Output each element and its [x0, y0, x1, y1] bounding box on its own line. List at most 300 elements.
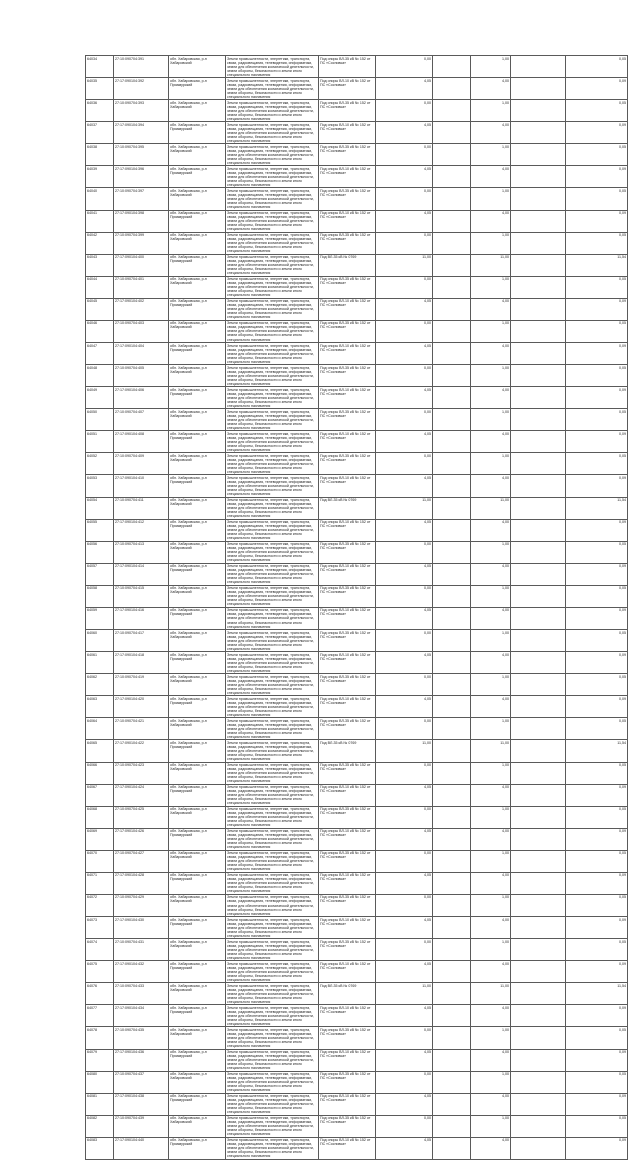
location-cell: обл. Хабаровская, р-н Приамурский — [169, 828, 226, 850]
row-id-cell: 64043 — [86, 254, 114, 276]
area-cell: 4,05 — [376, 166, 433, 188]
table-row — [86, 630, 628, 652]
permitted-use-cell: Под опоры ВЛ-35 кВ № 152 от ПС «Сосновка» — [319, 100, 376, 122]
permitted-use-cell: Под опоры ВЛ-35 кВ № 152 от ПС «Сосновка» — [319, 144, 376, 166]
cadastral-number-cell: 27:17:090104:404 — [114, 343, 169, 365]
table-row — [86, 1115, 628, 1137]
permitted-use-cell: Под опоры ВЛ-10 кВ № 152 от ПС «Сосновка» — [319, 166, 376, 188]
blank-cell — [511, 100, 566, 122]
table-row — [86, 894, 628, 916]
permitted-use-cell: Под опоры ВЛ-10 кВ № 152 от ПС «Сосновка» — [319, 652, 376, 674]
table-row — [86, 784, 628, 806]
blank-cell — [433, 696, 471, 718]
cadastral-number-cell: 27:17:090104:408 — [114, 431, 169, 453]
total-cell: 0,05 — [566, 276, 628, 298]
cadastral-number-cell: 27:17:090104:420 — [114, 696, 169, 718]
blank-cell — [511, 365, 566, 387]
table-row — [86, 872, 628, 894]
blank-cell — [433, 254, 471, 276]
location-cell: обл. Хабаровская, р-н Хабаровский — [169, 144, 226, 166]
total-cell: 0,09 — [566, 563, 628, 585]
row-id-cell: 64078 — [86, 1027, 114, 1049]
total-cell: 0,09 — [566, 519, 628, 541]
blank-cell — [511, 1137, 566, 1159]
row-id-cell: 64051 — [86, 431, 114, 453]
row-id-cell: 64062 — [86, 674, 114, 696]
total-cell: 11,54 — [566, 740, 628, 762]
blank-cell — [511, 1115, 566, 1137]
blank-cell — [511, 276, 566, 298]
permitted-use-cell: Под опоры ВЛ-35 кВ № 152 от ПС «Сосновка» — [319, 806, 376, 828]
total-cell: 0,05 — [566, 56, 628, 78]
cadastral-number-cell: 27:10:090704:423 — [114, 762, 169, 784]
blank-cell — [433, 100, 471, 122]
value-cell: 4,00 — [471, 961, 511, 983]
total-cell: 0,05 — [566, 894, 628, 916]
blank-cell — [433, 232, 471, 254]
blank-cell — [433, 1027, 471, 1049]
cadastral-number-cell: 27:10:090704:435 — [114, 1027, 169, 1049]
parcel-table-body — [86, 56, 628, 1160]
row-id-cell: 64073 — [86, 917, 114, 939]
permitted-use-cell: Под опоры ВЛ-35 кВ № 152 от ПС «Сосновка» — [319, 453, 376, 475]
total-cell: 0,09 — [566, 696, 628, 718]
row-id-cell: 64066 — [86, 762, 114, 784]
permitted-use-cell: Под опоры ВЛ-10 кВ № 152 от ПС «Сосновка» — [319, 563, 376, 585]
permitted-use-cell: Под ВЛ-35 кВ № 0769 — [319, 254, 376, 276]
permitted-use-cell: Под опоры ВЛ-10 кВ № 152 от ПС «Сосновка» — [319, 784, 376, 806]
row-id-cell: 64069 — [86, 828, 114, 850]
table-row — [86, 475, 628, 497]
location-cell: обл. Хабаровская, р-н Хабаровский — [169, 850, 226, 872]
value-cell: 1,00 — [471, 56, 511, 78]
value-cell: 1,00 — [471, 585, 511, 607]
location-cell: обл. Хабаровская, р-н Приамурский — [169, 387, 226, 409]
location-cell: обл. Хабаровская, р-н Приамурский — [169, 431, 226, 453]
table-row — [86, 210, 628, 232]
area-cell: 0,00 — [376, 1115, 433, 1137]
blank-cell — [511, 563, 566, 585]
total-cell: 0,05 — [566, 1115, 628, 1137]
table-row — [86, 320, 628, 342]
total-cell: 0,09 — [566, 652, 628, 674]
location-cell: обл. Хабаровская, р-н Хабаровский — [169, 409, 226, 431]
blank-cell — [511, 298, 566, 320]
blank-cell — [511, 56, 566, 78]
location-cell: обл. Хабаровская, р-н Хабаровский — [169, 585, 226, 607]
area-cell: 4,05 — [376, 563, 433, 585]
area-cell: 0,00 — [376, 674, 433, 696]
row-id-cell: 64048 — [86, 365, 114, 387]
cadastral-number-cell: 27:10:090704:393 — [114, 100, 169, 122]
total-cell: 0,09 — [566, 387, 628, 409]
land-category-cell: Земли промышленности, энергетики, транспорта, связи, радиовещания, телевидения, информатики, земли для обеспечения космической деятельности, земли обороны, безопасности и земли иного специального назначения — [226, 188, 319, 210]
land-category-cell: Земли промышленности, энергетики, транспорта, связи, радиовещания, телевидения, информатики, земли для обеспечения космической деятельности, земли обороны, безопасности и земли иного специального назначения — [226, 740, 319, 762]
table-row — [86, 1071, 628, 1093]
blank-cell — [511, 939, 566, 961]
location-cell: обл. Хабаровская, р-н Хабаровский — [169, 1071, 226, 1093]
area-cell: 0,00 — [376, 320, 433, 342]
permitted-use-cell: Под опоры ВЛ-10 кВ № 152 от ПС «Сосновка» — [319, 696, 376, 718]
row-id-cell: 64042 — [86, 232, 114, 254]
permitted-use-cell: Под опоры ВЛ-35 кВ № 152 от ПС «Сосновка» — [319, 674, 376, 696]
permitted-use-cell: Под опоры ВЛ-10 кВ № 152 от ПС «Сосновка» — [319, 343, 376, 365]
location-cell: обл. Хабаровская, р-н Приамурский — [169, 1093, 226, 1115]
blank-cell — [511, 343, 566, 365]
row-id-cell: 64050 — [86, 409, 114, 431]
land-category-cell: Земли промышленности, энергетики, транспорта, связи, радиовещания, телевидения, информатики, земли для обеспечения космической деятельности, земли обороны, безопасности и земли иного специального назначения — [226, 210, 319, 232]
row-id-cell: 64057 — [86, 563, 114, 585]
blank-cell — [433, 850, 471, 872]
area-cell: 4,05 — [376, 784, 433, 806]
location-cell: обл. Хабаровская, р-н Хабаровский — [169, 276, 226, 298]
cadastral-number-cell: 27:10:090704:437 — [114, 1071, 169, 1093]
land-category-cell: Земли промышленности, энергетики, транспорта, связи, радиовещания, телевидения, информатики, земли для обеспечения космической деятельности, земли обороны, безопасности и земли иного специального назначения — [226, 541, 319, 563]
land-category-cell: Земли промышленности, энергетики, транспорта, связи, радиовещания, телевидения, информатики, земли для обеспечения космической деятельности, земли обороны, безопасности и земли иного специального назначения — [226, 872, 319, 894]
value-cell: 1,00 — [471, 541, 511, 563]
row-id-cell: 64071 — [86, 872, 114, 894]
area-cell: 0,00 — [376, 409, 433, 431]
area-cell: 4,05 — [376, 1005, 433, 1027]
table-row — [86, 453, 628, 475]
blank-cell — [511, 718, 566, 740]
land-category-cell: Земли промышленности, энергетики, транспорта, связи, радиовещания, телевидения, информатики, земли для обеспечения космической деятельности, земли обороны, безопасности и земли иного специального назначения — [226, 56, 319, 78]
value-cell: 4,00 — [471, 1005, 511, 1027]
blank-cell — [433, 365, 471, 387]
blank-cell — [433, 541, 471, 563]
location-cell: обл. Хабаровская, р-н Приамурский — [169, 917, 226, 939]
area-cell: 0,00 — [376, 453, 433, 475]
value-cell: 1,00 — [471, 762, 511, 784]
total-cell: 0,05 — [566, 674, 628, 696]
value-cell: 4,00 — [471, 872, 511, 894]
location-cell: обл. Хабаровская, р-н Приамурский — [169, 1137, 226, 1159]
total-cell: 0,09 — [566, 166, 628, 188]
permitted-use-cell: Под опоры ВЛ-10 кВ № 152 от ПС «Сосновка» — [319, 210, 376, 232]
table-row — [86, 607, 628, 629]
total-cell: 0,09 — [566, 607, 628, 629]
permitted-use-cell: Под опоры ВЛ-10 кВ № 152 от ПС «Сосновка» — [319, 607, 376, 629]
permitted-use-cell: Под опоры ВЛ-35 кВ № 152 от ПС «Сосновка» — [319, 276, 376, 298]
value-cell: 4,00 — [471, 343, 511, 365]
table-row — [86, 519, 628, 541]
row-id-cell: 64080 — [86, 1071, 114, 1093]
permitted-use-cell: Под опоры ВЛ-10 кВ № 152 от ПС «Сосновка» — [319, 475, 376, 497]
location-cell: обл. Хабаровская, р-н Приамурский — [169, 607, 226, 629]
land-category-cell: Земли промышленности, энергетики, транспорта, связи, радиовещания, телевидения, информатики, земли для обеспечения космической деятельности, земли обороны, безопасности и земли иного специального назначения — [226, 254, 319, 276]
cadastral-number-cell: 27:17:090104:430 — [114, 917, 169, 939]
table-row — [86, 828, 628, 850]
land-category-cell: Земли промышленности, энергетики, транспорта, связи, радиовещания, телевидения, информатики, земли для обеспечения космической деятельности, земли обороны, безопасности и земли иного специального назначения — [226, 806, 319, 828]
location-cell: обл. Хабаровская, р-н Приамурский — [169, 652, 226, 674]
table-row — [86, 232, 628, 254]
value-cell: 4,00 — [471, 519, 511, 541]
blank-cell — [511, 607, 566, 629]
blank-cell — [433, 188, 471, 210]
blank-cell — [433, 563, 471, 585]
total-cell: 0,05 — [566, 320, 628, 342]
value-cell: 1,00 — [471, 1071, 511, 1093]
blank-cell — [433, 1049, 471, 1071]
cadastral-number-cell: 27:10:090704:405 — [114, 365, 169, 387]
table-row — [86, 144, 628, 166]
total-cell: 0,09 — [566, 210, 628, 232]
land-category-cell: Земли промышленности, энергетики, транспорта, связи, радиовещания, телевидения, информатики, земли для обеспечения космической деятельности, земли обороны, безопасности и земли иного специального назначения — [226, 983, 319, 1005]
table-row — [86, 1005, 628, 1027]
cadastral-number-cell: 27:10:090704:429 — [114, 894, 169, 916]
land-category-cell: Земли промышленности, энергетики, транспорта, связи, радиовещания, телевидения, информатики, земли для обеспечения космической деятельности, земли обороны, безопасности и земли иного специального назначения — [226, 343, 319, 365]
row-id-cell: 64068 — [86, 806, 114, 828]
area-cell: 4,05 — [376, 872, 433, 894]
area-cell: 11,00 — [376, 740, 433, 762]
land-category-cell: Земли промышленности, энергетики, транспорта, связи, радиовещания, телевидения, информатики, земли для обеспечения космической деятельности, земли обороны, безопасности и земли иного специального назначения — [226, 166, 319, 188]
table-row — [86, 939, 628, 961]
location-cell: обл. Хабаровская, р-н Приамурский — [169, 122, 226, 144]
total-cell: 0,05 — [566, 232, 628, 254]
land-category-cell: Земли промышленности, энергетики, транспорта, связи, радиовещания, телевидения, информатики, земли для обеспечения космической деятельности, земли обороны, безопасности и земли иного специального назначения — [226, 696, 319, 718]
land-category-cell: Земли промышленности, энергетики, транспорта, связи, радиовещания, телевидения, информатики, земли для обеспечения космической деятельности, земли обороны, безопасности и земли иного специального назначения — [226, 1005, 319, 1027]
cadastral-number-cell: 27:17:090104:418 — [114, 652, 169, 674]
location-cell: обл. Хабаровская, р-н Приамурский — [169, 784, 226, 806]
cadastral-number-cell: 27:17:090104:428 — [114, 872, 169, 894]
total-cell: 0,09 — [566, 828, 628, 850]
permitted-use-cell: Под опоры ВЛ-35 кВ № 152 от ПС «Сосновка» — [319, 1071, 376, 1093]
area-cell: 0,00 — [376, 276, 433, 298]
permitted-use-cell: Под опоры ВЛ-35 кВ № 152 от ПС «Сосновка» — [319, 939, 376, 961]
table-row — [86, 188, 628, 210]
total-cell: 0,05 — [566, 409, 628, 431]
land-category-cell: Земли промышленности, энергетики, транспорта, связи, радиовещания, телевидения, информатики, земли для обеспечения космической деятельности, земли обороны, безопасности и земли иного специального назначения — [226, 917, 319, 939]
table-row — [86, 254, 628, 276]
total-cell: 0,05 — [566, 806, 628, 828]
value-cell: 4,00 — [471, 652, 511, 674]
total-cell: 11,54 — [566, 497, 628, 519]
blank-cell — [433, 630, 471, 652]
area-cell: 11,00 — [376, 983, 433, 1005]
permitted-use-cell: Под опоры ВЛ-35 кВ № 152 от ПС «Сосновка» — [319, 894, 376, 916]
total-cell: 0,09 — [566, 872, 628, 894]
value-cell: 1,00 — [471, 939, 511, 961]
value-cell: 1,00 — [471, 453, 511, 475]
table-row — [86, 806, 628, 828]
value-cell: 11,00 — [471, 254, 511, 276]
row-id-cell: 64045 — [86, 298, 114, 320]
location-cell: обл. Хабаровская, р-н Хабаровский — [169, 56, 226, 78]
area-cell: 4,05 — [376, 210, 433, 232]
total-cell: 0,05 — [566, 718, 628, 740]
permitted-use-cell: Под ВЛ-35 кВ № 0769 — [319, 983, 376, 1005]
area-cell: 4,05 — [376, 1137, 433, 1159]
land-category-cell: Земли промышленности, энергетики, транспорта, связи, радиовещания, телевидения, информатики, земли для обеспечения космической деятельности, земли обороны, безопасности и земли иного специального назначения — [226, 475, 319, 497]
value-cell: 1,00 — [471, 409, 511, 431]
blank-cell — [433, 1005, 471, 1027]
value-cell: 4,00 — [471, 298, 511, 320]
location-cell: обл. Хабаровская, р-н Хабаровский — [169, 1027, 226, 1049]
location-cell: обл. Хабаровская, р-н Хабаровский — [169, 453, 226, 475]
blank-cell — [433, 453, 471, 475]
cadastral-number-cell: 27:10:090704:421 — [114, 718, 169, 740]
row-id-cell: 64076 — [86, 983, 114, 1005]
area-cell: 0,00 — [376, 718, 433, 740]
cadastral-number-cell: 27:10:090704:411 — [114, 497, 169, 519]
blank-cell — [433, 144, 471, 166]
area-cell: 0,00 — [376, 585, 433, 607]
area-cell: 0,00 — [376, 806, 433, 828]
cadastral-number-cell: 27:17:090104:436 — [114, 1049, 169, 1071]
blank-cell — [433, 806, 471, 828]
value-cell: 1,00 — [471, 1115, 511, 1137]
area-cell: 4,05 — [376, 475, 433, 497]
blank-cell — [511, 762, 566, 784]
value-cell: 1,00 — [471, 276, 511, 298]
blank-cell — [511, 122, 566, 144]
blank-cell — [433, 276, 471, 298]
land-category-cell: Земли промышленности, энергетики, транспорта, связи, радиовещания, телевидения, информатики, земли для обеспечения космической деятельности, земли обороны, безопасности и земли иного специального назначения — [226, 585, 319, 607]
table-row — [86, 718, 628, 740]
blank-cell — [511, 1027, 566, 1049]
row-id-cell: 64079 — [86, 1049, 114, 1071]
blank-cell — [511, 144, 566, 166]
land-category-cell: Земли промышленности, энергетики, транспорта, связи, радиовещания, телевидения, информатики, земли для обеспечения космической деятельности, земли обороны, безопасности и земли иного специального назначения — [226, 939, 319, 961]
total-cell: 0,05 — [566, 762, 628, 784]
cadastral-number-cell: 27:10:090704:439 — [114, 1115, 169, 1137]
blank-cell — [511, 453, 566, 475]
value-cell: 4,00 — [471, 431, 511, 453]
cadastral-number-cell: 27:10:090704:415 — [114, 585, 169, 607]
cadastral-number-cell: 27:17:090104:426 — [114, 828, 169, 850]
cadastral-number-cell: 27:10:090704:431 — [114, 939, 169, 961]
total-cell: 11,54 — [566, 254, 628, 276]
permitted-use-cell: Под опоры ВЛ-10 кВ № 152 от ПС «Сосновка» — [319, 78, 376, 100]
location-cell: обл. Хабаровская, р-н Приамурский — [169, 343, 226, 365]
location-cell: обл. Хабаровская, р-н Хабаровский — [169, 232, 226, 254]
land-category-cell: Земли промышленности, энергетики, транспорта, связи, радиовещания, телевидения, информатики, земли для обеспечения космической деятельности, земли обороны, безопасности и земли иного специального назначения — [226, 1115, 319, 1137]
cadastral-number-cell: 27:10:090704:399 — [114, 232, 169, 254]
land-category-cell: Земли промышленности, энергетики, транспорта, связи, радиовещания, телевидения, информатики, земли для обеспечения космической деятельности, земли обороны, безопасности и земли иного специального назначения — [226, 674, 319, 696]
cadastral-number-cell: 27:17:090104:400 — [114, 254, 169, 276]
table-row — [86, 1093, 628, 1115]
value-cell: 11,00 — [471, 497, 511, 519]
permitted-use-cell: Под опоры ВЛ-10 кВ № 152 от ПС «Сосновка» — [319, 122, 376, 144]
location-cell: обл. Хабаровская, р-н Хабаровский — [169, 674, 226, 696]
total-cell: 11,54 — [566, 983, 628, 1005]
total-cell: 0,05 — [566, 100, 628, 122]
total-cell: 0,05 — [566, 850, 628, 872]
row-id-cell: 64036 — [86, 100, 114, 122]
blank-cell — [511, 961, 566, 983]
location-cell: обл. Хабаровская, р-н Приамурский — [169, 78, 226, 100]
value-cell: 1,00 — [471, 365, 511, 387]
cadastral-number-cell: 27:17:090104:396 — [114, 166, 169, 188]
total-cell: 0,05 — [566, 1071, 628, 1093]
table-row — [86, 762, 628, 784]
row-id-cell: 64059 — [86, 607, 114, 629]
land-category-cell: Земли промышленности, энергетики, транспорта, связи, радиовещания, телевидения, информатики, земли для обеспечения космической деятельности, земли обороны, безопасности и земли иного специального назначения — [226, 1137, 319, 1159]
permitted-use-cell: Под опоры ВЛ-10 кВ № 152 от ПС «Сосновка» — [319, 872, 376, 894]
cadastral-number-cell: 27:10:090704:403 — [114, 320, 169, 342]
total-cell: 0,09 — [566, 343, 628, 365]
land-category-cell: Земли промышленности, энергетики, транспорта, связи, радиовещания, телевидения, информатики, земли для обеспечения космической деятельности, земли обороны, безопасности и земли иного специального назначения — [226, 453, 319, 475]
land-category-cell: Земли промышленности, энергетики, транспорта, связи, радиовещания, телевидения, информатики, земли для обеспечения космической деятельности, земли обороны, безопасности и земли иного специального назначения — [226, 232, 319, 254]
table-row — [86, 431, 628, 453]
total-cell: 0,09 — [566, 1093, 628, 1115]
area-cell: 0,00 — [376, 1027, 433, 1049]
area-cell: 4,05 — [376, 343, 433, 365]
area-cell: 0,00 — [376, 939, 433, 961]
total-cell: 0,05 — [566, 144, 628, 166]
land-category-cell: Земли промышленности, энергетики, транспорта, связи, радиовещания, телевидения, информатики, земли для обеспечения космической деятельности, земли обороны, безопасности и земли иного специального назначения — [226, 563, 319, 585]
blank-cell — [511, 850, 566, 872]
area-cell: 4,05 — [376, 431, 433, 453]
blank-cell — [433, 56, 471, 78]
value-cell: 4,00 — [471, 78, 511, 100]
total-cell: 0,09 — [566, 1049, 628, 1071]
blank-cell — [511, 872, 566, 894]
total-cell: 0,05 — [566, 365, 628, 387]
blank-cell — [433, 78, 471, 100]
blank-cell — [433, 475, 471, 497]
permitted-use-cell: Под опоры ВЛ-35 кВ № 152 от ПС «Сосновка» — [319, 762, 376, 784]
row-id-cell: 64077 — [86, 1005, 114, 1027]
blank-cell — [511, 188, 566, 210]
area-cell: 0,00 — [376, 365, 433, 387]
table-row — [86, 78, 628, 100]
total-cell: 0,09 — [566, 431, 628, 453]
table-row — [86, 652, 628, 674]
location-cell: обл. Хабаровская, р-н Хабаровский — [169, 541, 226, 563]
cadastral-number-cell: 27:10:090704:419 — [114, 674, 169, 696]
row-id-cell: 64038 — [86, 144, 114, 166]
land-category-cell: Земли промышленности, энергетики, транспорта, связи, радиовещания, телевидения, информатики, земли для обеспечения космической деятельности, земли обороны, безопасности и земли иного специального назначения — [226, 961, 319, 983]
blank-cell — [511, 1049, 566, 1071]
total-cell: 0,09 — [566, 784, 628, 806]
row-id-cell: 64053 — [86, 475, 114, 497]
row-id-cell: 64044 — [86, 276, 114, 298]
blank-cell — [511, 210, 566, 232]
value-cell: 4,00 — [471, 607, 511, 629]
blank-cell — [433, 718, 471, 740]
land-category-cell: Земли промышленности, энергетики, транспорта, связи, радиовещания, телевидения, информатики, земли для обеспечения космической деятельности, земли обороны, безопасности и земли иного специального назначения — [226, 1071, 319, 1093]
value-cell: 11,00 — [471, 983, 511, 1005]
row-id-cell: 64054 — [86, 497, 114, 519]
row-id-cell: 64037 — [86, 122, 114, 144]
permitted-use-cell: Под опоры ВЛ-10 кВ № 152 от ПС «Сосновка» — [319, 917, 376, 939]
value-cell: 1,00 — [471, 630, 511, 652]
area-cell: 0,00 — [376, 100, 433, 122]
permitted-use-cell: Под опоры ВЛ-10 кВ № 152 от ПС «Сосновка» — [319, 298, 376, 320]
land-category-cell: Земли промышленности, энергетики, транспорта, связи, радиовещания, телевидения, информатики, земли для обеспечения космической деятельности, земли обороны, безопасности и земли иного специального назначения — [226, 144, 319, 166]
permitted-use-cell: Под опоры ВЛ-10 кВ № 152 от ПС «Сосновка» — [319, 1049, 376, 1071]
location-cell: обл. Хабаровская, р-н Приамурский — [169, 1049, 226, 1071]
row-id-cell: 64035 — [86, 78, 114, 100]
blank-cell — [511, 232, 566, 254]
area-cell: 0,00 — [376, 232, 433, 254]
land-category-cell: Земли промышленности, энергетики, транспорта, связи, радиовещания, телевидения, информатики, земли для обеспечения космической деятельности, земли обороны, безопасности и земли иного специального назначения — [226, 652, 319, 674]
location-cell: обл. Хабаровская, р-н Хабаровский — [169, 1115, 226, 1137]
land-category-cell: Земли промышленности, энергетики, транспорта, связи, радиовещания, телевидения, информатики, земли для обеспечения космической деятельности, земли обороны, безопасности и земли иного специального назначения — [226, 519, 319, 541]
table-row — [86, 983, 628, 1005]
cadastral-number-cell: 27:17:090104:410 — [114, 475, 169, 497]
blank-cell — [511, 166, 566, 188]
area-cell: 0,00 — [376, 541, 433, 563]
table-row — [86, 1137, 628, 1159]
permitted-use-cell: Под опоры ВЛ-10 кВ № 152 от ПС «Сосновка» — [319, 1137, 376, 1159]
land-category-cell: Земли промышленности, энергетики, транспорта, связи, радиовещания, телевидения, информатики, земли для обеспечения космической деятельности, земли обороны, безопасности и земли иного специального назначения — [226, 1093, 319, 1115]
blank-cell — [511, 497, 566, 519]
total-cell: 0,05 — [566, 541, 628, 563]
location-cell: обл. Хабаровская, р-н Приамурский — [169, 475, 226, 497]
land-category-cell: Земли промышленности, энергетики, транспорта, связи, радиовещания, телевидения, информатики, земли для обеспечения космической деятельности, земли обороны, безопасности и земли иного специального назначения — [226, 409, 319, 431]
